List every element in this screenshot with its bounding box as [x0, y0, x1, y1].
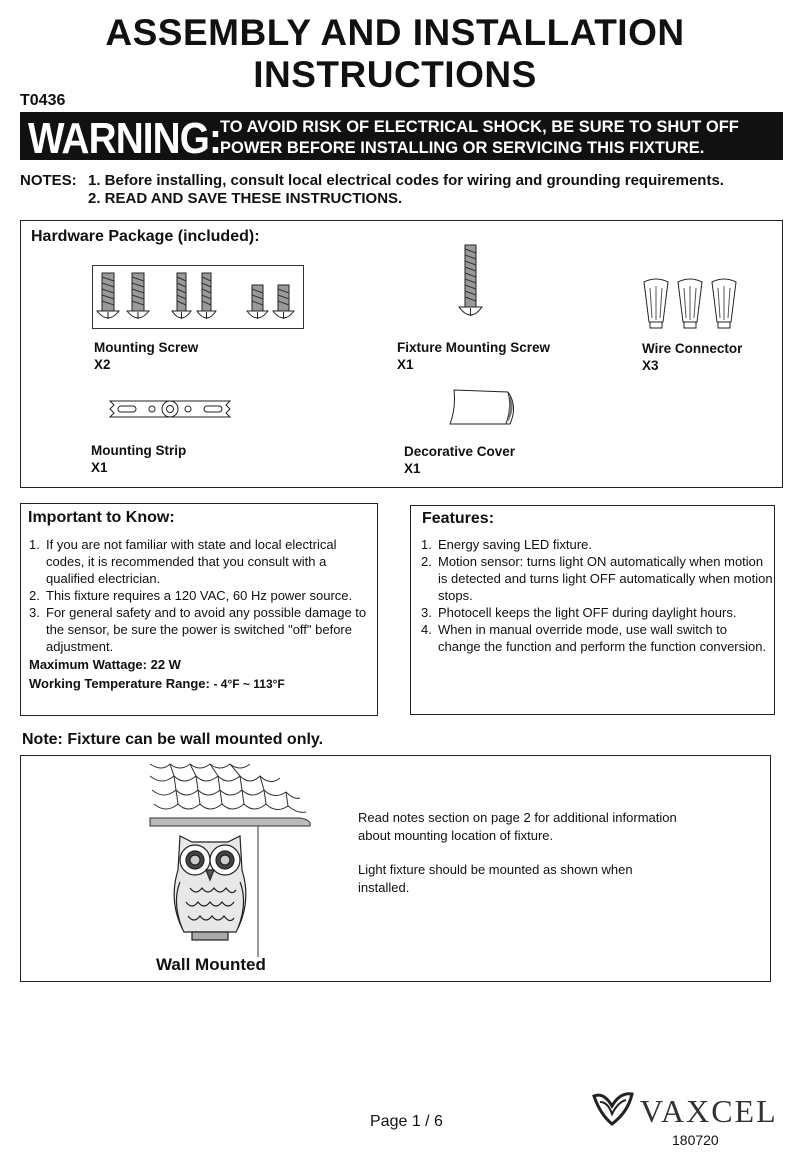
wall-mounted-label: Wall Mounted: [156, 955, 266, 974]
hardware-package-title: Hardware Package (included):: [31, 228, 260, 245]
hw-item-wire-connector: Wire Connector X3: [642, 341, 743, 373]
hw-item-fixture-mounting-screw: Fixture Mounting Screw X1: [397, 340, 551, 372]
wire-connectors-image: [640, 276, 746, 330]
model-code: T0436: [20, 92, 66, 109]
page-title-line2: INSTRUCTIONS: [253, 54, 537, 95]
page-number: Page 1 / 6: [370, 1113, 443, 1130]
important-item: 2. This fixture requires a 120 VAC, 60 Hz power source.: [29, 588, 353, 603]
notes-label: NOTES:: [20, 172, 77, 189]
fixture-mounting-screw-image: [456, 243, 486, 323]
hw-item-decorative-cover: Decorative Cover X1: [404, 444, 516, 476]
document-number: 180720: [672, 1132, 719, 1148]
warning-line2: POWER BEFORE INSTALLING OR SERVICING THIS FIXTURE.: [220, 139, 705, 157]
page-title-line1: ASSEMBLY AND INSTALLATION: [105, 12, 685, 53]
features-list: [421, 536, 773, 655]
mounting-strip-image: [104, 396, 236, 422]
decorative-cover-image: [446, 386, 522, 428]
feature-item: 3. Photocell keeps the light OFF during daylight hours.: [421, 605, 737, 620]
feature-item: 4. When in manual override mode, use wall switch to change the function and perform the function conversion.: [421, 622, 767, 654]
important-title: Important to Know:: [28, 509, 175, 526]
feature-item: 1. Energy saving LED fixture.: [421, 537, 592, 552]
important-item: 3. For general safety and to avoid any possible damage to the sensor, be sure the power is switched "off" before adjustment.: [29, 605, 367, 654]
warning-text: [220, 117, 739, 159]
mounting-screws-image: [92, 265, 304, 329]
features-title: Features:: [422, 510, 495, 527]
mounting-paragraph-2: Light fixture should be mounted as shown when installed.: [358, 862, 633, 895]
note-item-1: 1. Before installing, consult local electrical codes for wiring and grounding requirements.: [88, 172, 724, 189]
hw-item-mounting-strip: Mounting Strip X1: [91, 443, 187, 475]
mounting-note: Note: Fixture can be wall mounted only.: [22, 731, 324, 748]
max-wattage: Maximum Wattage: 22 W: [29, 657, 181, 672]
hw-item-mounting-screw: Mounting Screw X2: [94, 340, 199, 372]
temperature-range: Working Temperature Range: - 4°F ~ 113°F: [29, 676, 285, 691]
important-item: 1. If you are not familiar with state and local electrical codes, it is recommended that you consult with a qualified electrician.: [29, 537, 337, 586]
brand-logo-icon: [590, 1088, 638, 1128]
feature-item: 2. Motion sensor: turns light ON automatically when motion is detected and turns light OFF automatically when motion stops.: [421, 554, 773, 603]
important-list: [29, 536, 371, 693]
warning-label: WARNING:: [28, 114, 221, 163]
note-item-2: 2. READ AND SAVE THESE INSTRUCTIONS.: [88, 190, 403, 207]
brand-name: VAXCEL: [640, 1093, 778, 1129]
warning-banner: [20, 112, 783, 163]
mounting-paragraph-1: Read notes section on page 2 for additional information about mounting location of fixture.: [358, 810, 677, 843]
wall-mounted-owl-fixture-image: [140, 762, 320, 962]
warning-line1: TO AVOID RISK OF ELECTRICAL SHOCK, BE SURE TO SHUT OFF: [220, 118, 739, 136]
